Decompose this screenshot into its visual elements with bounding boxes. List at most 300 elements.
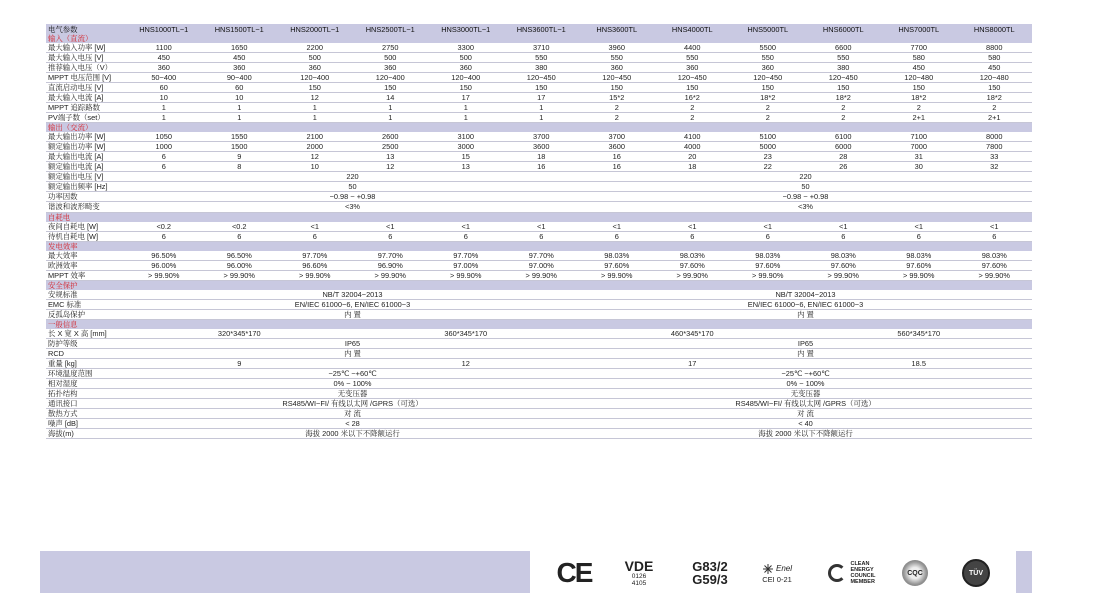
table-cell: 97.60% [881,260,957,270]
table-row [46,202,1032,212]
row-label: 谐波和波形畸变 [46,202,126,212]
table-cell: 120−450 [655,73,731,83]
table-cell: 对 流 [126,409,579,419]
table-cell: 1550 [202,132,278,142]
table-cell: 20 [655,152,731,162]
table-cell: 15 [428,152,504,162]
table-cell: 7100 [881,132,957,142]
table-cell: 50−400 [126,73,202,83]
table-cell: 海拔 2000 米以下不降额运行 [126,429,579,439]
table-cell: 16 [579,152,655,162]
table-cell: <1 [957,222,1033,232]
table-row [46,192,1032,202]
table-cell: 97.60% [957,260,1033,270]
table-cell: 14 [353,93,429,103]
model-header: HNS3600TL [579,24,655,34]
table-cell: NB/T 32004−2013 [126,290,579,300]
table-row [46,53,1032,63]
table-cell: 150 [806,83,882,93]
row-label: 额定输出功率 [W] [46,142,126,152]
table-cell: 1 [504,103,580,113]
enel-code: CEI 0-21 [762,574,792,584]
table-row [46,260,1032,270]
table-cell: 1 [126,113,202,123]
table-cell: 6 [881,231,957,241]
table-cell: 60 [202,83,278,93]
table-cell: 13 [428,162,504,172]
table-cell: > 99.90% [881,270,957,280]
row-label: 额定输出电流 [A] [46,162,126,172]
row-label: 环境温度范围 [46,368,126,378]
table-cell: 6 [126,162,202,172]
row-label: 最大效率 [46,251,126,261]
table-cell: 360 [126,63,202,73]
table-cell: 18*2 [730,93,806,103]
table-cell: 2200 [277,43,353,53]
section-header-row [46,212,1032,222]
row-label: EMC 标准 [46,299,126,309]
vde-logo [622,556,656,590]
table-cell: > 99.90% [730,270,806,280]
row-label: 额定输出频率 [Hz] [46,182,126,192]
table-cell: <3% [126,202,579,212]
table-row [46,409,1032,419]
table-cell: > 99.90% [957,270,1033,280]
table-cell: 50 [126,182,579,192]
table-cell: 内 置 [126,309,579,319]
table-cell: 550 [730,53,806,63]
table-cell: 450 [126,53,202,63]
table-cell: 360*345*170 [353,329,580,339]
table-cell: 6 [277,231,353,241]
table-cell: <1 [806,222,882,232]
table-cell: 4400 [655,43,731,53]
model-header: HNS3600TL−1 [504,24,580,34]
row-label: 最大输出电流 [A] [46,152,126,162]
table-cell: 9 [126,358,353,368]
table-cell: 2 [730,113,806,123]
row-label: 海拔(m) [46,429,126,439]
table-row [46,251,1032,261]
enel-brand: Enel [775,564,792,573]
table-cell: 450 [202,53,278,63]
table-cell: 97.00% [428,260,504,270]
table-cell: 150 [957,83,1033,93]
table-cell: <1 [881,222,957,232]
table-cell: 0% ~ 100% [579,378,1032,388]
table-cell: 2500 [353,142,429,152]
table-cell: 16 [504,162,580,172]
table-cell: 380 [504,63,580,73]
section-header-row [46,280,1032,290]
table-cell: 96.00% [126,260,202,270]
table-cell: 97.70% [353,251,429,261]
table-row [46,378,1032,388]
table-cell: 96.50% [126,251,202,261]
table-cell: 1100 [126,43,202,53]
table-cell: 360 [202,63,278,73]
model-header: HNS1000TL−1 [126,24,202,34]
header-param-label: 电气参数 [46,24,126,34]
table-cell: 97.70% [277,251,353,261]
table-cell: <0.2 [126,222,202,232]
table-cell: 7800 [957,142,1033,152]
table-cell: 12 [353,162,429,172]
table-cell: 2 [655,113,731,123]
table-cell: 6 [428,231,504,241]
table-row [46,142,1032,152]
table-cell: 580 [957,53,1033,63]
table-cell: 120−450 [504,73,580,83]
row-label: RCD [46,348,126,358]
table-cell: 23 [730,152,806,162]
table-header-row [46,24,1032,34]
table-cell: 2+1 [957,113,1033,123]
model-header: HNS1500TL−1 [202,24,278,34]
table-cell: 150 [504,83,580,93]
table-cell: 220 [579,172,1032,182]
table-row [46,103,1032,113]
row-label: 夜间自耗电 [W] [46,222,126,232]
table-cell: 10 [277,162,353,172]
model-header: HNS6000TL [806,24,882,34]
table-cell: 450 [957,63,1033,73]
row-label: 最大输入电流 [A] [46,93,126,103]
row-label: 拓扑结构 [46,388,126,398]
vde-line2: 4105 [631,580,647,587]
vde-line1: 0126 [631,572,647,580]
table-cell: > 99.90% [504,270,580,280]
table-cell: 97.60% [579,260,655,270]
table-cell: <3% [579,202,1032,212]
table-cell: 6 [126,152,202,162]
table-cell: 15*2 [579,93,655,103]
table-cell: 1 [504,113,580,123]
table-cell: 500 [353,53,429,63]
cec-line3: COUNCIL [850,573,876,579]
table-cell: 150 [353,83,429,93]
table-cell: RS485/WI−FI/ 有线以太网 /GPRS（可选） [126,398,579,408]
table-cell: 1 [353,103,429,113]
table-cell: 120−400 [277,73,353,83]
table-cell: 28 [806,152,882,162]
table-cell: 150 [428,83,504,93]
row-label: 重量 [kg] [46,358,126,368]
table-cell: 360 [277,63,353,73]
table-cell: 2100 [277,132,353,142]
table-cell: 6 [579,231,655,241]
table-cell: 550 [806,53,882,63]
table-cell: 460*345*170 [579,329,806,339]
table-cell: IP65 [126,338,579,348]
table-cell: 360 [655,63,731,73]
table-row [46,309,1032,319]
row-label: 最大输出功率 [W] [46,132,126,142]
table-cell: 13 [353,152,429,162]
cec-c-icon [828,564,846,582]
table-cell: 0% ~ 100% [126,378,579,388]
table-cell: 无变压器 [126,388,579,398]
table-cell: > 99.90% [806,270,882,280]
section-header-row [46,34,1032,43]
table-cell: 50 [579,182,1032,192]
table-cell: 6100 [806,132,882,142]
table-cell: 6 [730,231,806,241]
enel-logo [753,556,801,590]
table-cell: 1 [277,103,353,113]
table-cell: 96.90% [353,260,429,270]
cec-line4: MEMBER [850,579,875,585]
table-cell: > 99.90% [126,270,202,280]
table-cell: 17 [504,93,580,103]
section-title: 输出（交流） [46,123,1032,133]
table-row [46,290,1032,300]
table-cell: 150 [730,83,806,93]
row-label: 噪声 [dB] [46,419,126,429]
table-cell: 1 [202,113,278,123]
row-label: 功率因数 [46,192,126,202]
table-cell: 18.5 [806,358,1033,368]
table-cell: 1 [202,103,278,113]
table-row [46,429,1032,439]
table-row [46,398,1032,408]
table-cell: 12 [277,152,353,162]
table-cell: 320*345*170 [126,329,353,339]
table-cell: 7700 [881,43,957,53]
section-title: 一般信息 [46,319,1032,329]
table-cell: 2 [881,103,957,113]
tuv-text: TÜV [969,569,983,577]
spec-body [46,34,1032,439]
table-cell: 8 [202,162,278,172]
table-cell: 6 [202,231,278,241]
table-cell: 98.03% [881,251,957,261]
table-cell: 2 [579,103,655,113]
table-cell: 内 置 [126,348,579,358]
table-cell: 120−480 [957,73,1033,83]
table-cell: 10 [202,93,278,103]
table-cell: 450 [881,63,957,73]
row-label: MPPT 电压范围 [V] [46,73,126,83]
table-cell: EN/IEC 61000−6, EN/IEC 61000−3 [126,299,579,309]
table-cell: 360 [730,63,806,73]
ce-mark: CE [556,557,592,588]
table-cell: 150 [579,83,655,93]
row-label: 散热方式 [46,409,126,419]
table-cell: 97.00% [504,260,580,270]
table-cell: 4100 [655,132,731,142]
table-cell: <1 [353,222,429,232]
table-cell: 7000 [881,142,957,152]
table-cell: 海拔 2000 米以下不降额运行 [579,429,1032,439]
model-header: HNS7000TL [881,24,957,34]
table-cell: 6 [126,231,202,241]
table-cell: 90−400 [202,73,278,83]
table-cell: 98.03% [806,251,882,261]
table-cell: 2 [806,113,882,123]
model-header: HNS3000TL−1 [428,24,504,34]
table-cell: 30 [881,162,957,172]
table-cell: 120−450 [806,73,882,83]
table-row [46,93,1032,103]
table-row [46,368,1032,378]
table-cell: 18 [504,152,580,162]
table-cell: 2 [655,103,731,113]
row-label: 防护等级 [46,338,126,348]
table-cell: 2 [579,113,655,123]
table-cell: > 99.90% [428,270,504,280]
table-cell: 120−480 [881,73,957,83]
cqc-logo [897,556,933,590]
table-cell: 无变压器 [579,388,1032,398]
table-cell: 1 [126,103,202,113]
table-cell: 120−400 [428,73,504,83]
table-row [46,152,1032,162]
table-row [46,270,1032,280]
table-cell: 5500 [730,43,806,53]
table-cell: <1 [277,222,353,232]
table-cell: 3600 [504,142,580,152]
table-row [46,113,1032,123]
table-cell: 150 [655,83,731,93]
row-label: 推荐输入电压（V） [46,63,126,73]
table-cell: 1500 [202,142,278,152]
table-cell: < 28 [126,419,579,429]
cqc-text: CQC [907,569,923,577]
table-cell: 17 [579,358,806,368]
table-cell: 1 [353,113,429,123]
table-cell: 6 [504,231,580,241]
table-cell: 550 [655,53,731,63]
table-row [46,329,1032,339]
table-row [46,231,1032,241]
table-cell: 6000 [806,142,882,152]
table-row [46,132,1032,142]
table-cell: 33 [957,152,1033,162]
table-cell: <1 [579,222,655,232]
section-header-row [46,241,1032,251]
tuv-logo [958,556,994,590]
table-row [46,162,1032,172]
table-cell: 22 [730,162,806,172]
row-label: MPPT 追踪路数 [46,103,126,113]
row-label: 待机自耗电 [W] [46,231,126,241]
table-cell: −25℃ ~+60℃ [126,368,579,378]
table-cell: <0.2 [202,222,278,232]
table-cell: 26 [806,162,882,172]
table-cell: 550 [579,53,655,63]
row-label: 通讯接口 [46,398,126,408]
table-row [46,388,1032,398]
table-cell: 5000 [730,142,806,152]
table-cell: 96.60% [277,260,353,270]
table-row [46,43,1032,53]
row-label: 额定输出电压 [V] [46,172,126,182]
table-cell: 2 [806,103,882,113]
table-cell: 360 [353,63,429,73]
footer-bar [40,551,530,593]
table-cell: > 99.90% [353,270,429,280]
table-cell: 3100 [428,132,504,142]
table-cell: 10 [126,93,202,103]
table-cell: 6 [957,231,1033,241]
table-cell: 8000 [957,132,1033,142]
table-row [46,358,1032,368]
table-cell: 3600 [579,142,655,152]
table-cell: 3000 [428,142,504,152]
table-cell: 17 [428,93,504,103]
row-label: 反孤岛保护 [46,309,126,319]
table-cell: > 99.90% [277,270,353,280]
table-cell: 220 [126,172,579,182]
ce-logo [553,556,595,590]
table-row [46,83,1032,93]
row-label: 最大输入电压 [V] [46,53,126,63]
clean-energy-council-logo [818,556,886,590]
table-cell: 3700 [579,132,655,142]
table-cell: 6 [806,231,882,241]
table-cell: 500 [428,53,504,63]
table-cell: > 99.90% [579,270,655,280]
table-cell: 97.60% [655,260,731,270]
table-cell: 97.70% [428,251,504,261]
table-cell: −0.98 ~ +0.98 [126,192,579,202]
table-cell: <1 [428,222,504,232]
table-cell: 2750 [353,43,429,53]
table-cell: NB/T 32004−2013 [579,290,1032,300]
table-cell: 1 [277,113,353,123]
table-cell: 360 [579,63,655,73]
row-label: 安规标准 [46,290,126,300]
table-cell: 12 [353,358,580,368]
table-cell: 1050 [126,132,202,142]
table-row [46,172,1032,182]
model-header: HNS5000TL [730,24,806,34]
table-cell: 150 [277,83,353,93]
g83-line1: G83/2 [692,559,728,574]
table-cell: 6 [353,231,429,241]
table-cell: 3700 [504,132,580,142]
table-cell: 98.03% [579,251,655,261]
section-header-row [46,123,1032,133]
table-cell: 18*2 [806,93,882,103]
row-label: 相对湿度 [46,378,126,388]
table-cell: 5100 [730,132,806,142]
cec-line1: CLEAN [850,561,870,567]
table-row [46,182,1032,192]
table-cell: <1 [504,222,580,232]
section-title: 输入（直流） [46,34,1032,43]
table-cell: 60 [126,83,202,93]
table-cell: 31 [881,152,957,162]
table-cell: 2600 [353,132,429,142]
footer-right-strip [1016,551,1032,593]
table-cell: IP65 [579,338,1032,348]
table-cell: 16 [579,162,655,172]
table-cell: 98.03% [730,251,806,261]
table-cell: 97.70% [504,251,580,261]
section-title: 安全保护 [46,280,1032,290]
table-cell: > 99.90% [202,270,278,280]
model-header: HNS4000TL [655,24,731,34]
table-cell: 1000 [126,142,202,152]
table-cell: 6600 [806,43,882,53]
row-label: 长 X 宽 X 高 [mm] [46,329,126,339]
g83-line2: G59/3 [692,572,728,587]
table-cell: 120−400 [353,73,429,83]
g83-logo [682,556,738,590]
table-row [46,63,1032,73]
